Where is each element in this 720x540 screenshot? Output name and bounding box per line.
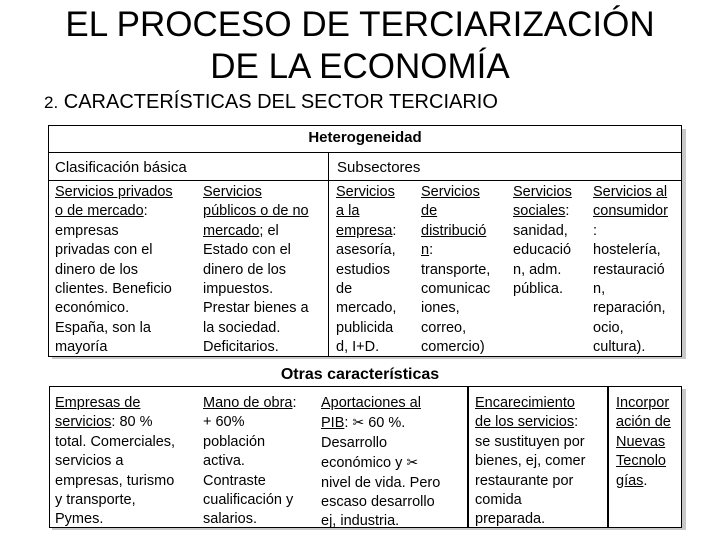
label-u: Servicios privados bbox=[55, 184, 173, 200]
cell-servicios-publicos: Servicios públicos o de no mercado; el Estado con el dinero de los impuestos. Prestar bienes a la sociedad. Deficitarios. bbox=[203, 184, 309, 356]
cell-servicios-empresa: Servicios a la empresa: asesoría, estudios de mercado, publicida d, I+D. bbox=[336, 184, 397, 356]
label-u: Servicios bbox=[513, 184, 572, 200]
divider bbox=[49, 152, 681, 153]
cell-servicios-sociales: Servicios sociales: sanidad, educació n, adm. pública. bbox=[513, 184, 572, 298]
label-u: Incorpor bbox=[616, 395, 670, 411]
heterogeneidad-header: Heterogeneidad bbox=[308, 129, 422, 146]
label-u: o de mercado bbox=[55, 203, 144, 220]
page-title bbox=[0, 4, 720, 88]
title-line-1: EL PROCESO DE TERCIARIZACIÓN bbox=[65, 5, 655, 44]
label-u: Servicios al bbox=[593, 184, 668, 200]
cell-aportaciones-pib: Aportaciones al PIB: ✂ 60 %. Desarrollo económico y ✂ nivel de vida. Pero escaso desarrollo ej, industria. bbox=[321, 395, 441, 530]
label-u: consumidor bbox=[593, 203, 668, 220]
label-u: sociales bbox=[513, 203, 566, 220]
label-u: Encarecimiento bbox=[475, 395, 575, 411]
label-u: públicos o de no bbox=[203, 203, 309, 220]
label-u: n bbox=[421, 242, 430, 259]
label-u: Nuevas bbox=[616, 433, 666, 450]
column-divider bbox=[328, 152, 329, 357]
label-u: de bbox=[421, 203, 438, 220]
label-u: PIB bbox=[321, 415, 345, 432]
label-u: ación de bbox=[616, 414, 671, 431]
label-u: a la bbox=[336, 203, 360, 220]
otras-caracteristicas-header: Otras características bbox=[280, 366, 440, 383]
label-u: Tecnolo bbox=[616, 453, 666, 470]
label-u: de los servicios bbox=[475, 414, 575, 431]
label-u: Mano de obra bbox=[203, 395, 293, 411]
cell-mano-de-obra: Mano de obra: + 60% población activa. Contraste cualificación y salarios. bbox=[203, 395, 297, 528]
cell-servicios-consumidor: Servicios al consumidor : hostelería, restauració n, reparación, ocio, cultura). bbox=[593, 184, 668, 356]
cell-nuevas-tecnologias: Incorpor ación de Nuevas Tecnolo gías. bbox=[616, 395, 671, 489]
label-u: mercado bbox=[203, 222, 260, 239]
label-u: empresa bbox=[336, 222, 393, 239]
label-u: Aportaciones al bbox=[321, 395, 421, 411]
subtitle-text: CARACTERÍSTICAS DEL SECTOR TERCIARIO bbox=[63, 91, 498, 113]
col-subsectores: Subsectores bbox=[337, 159, 421, 176]
subtitle-number: 2. bbox=[44, 93, 59, 112]
label-u: servicios bbox=[55, 414, 112, 431]
scissors-icon: ✂ bbox=[406, 454, 419, 471]
divider bbox=[49, 180, 681, 181]
title-line-2: DE LA ECONOMÍA bbox=[210, 47, 510, 86]
scissors-icon: ✂ bbox=[352, 414, 365, 431]
label-u: Servicios bbox=[203, 184, 262, 200]
label-u: gías bbox=[616, 472, 644, 489]
label-u: distribució bbox=[421, 222, 487, 239]
cell-servicios-distribucion: Servicios de distribució n: transporte, comunicac iones, correo, comercio) bbox=[421, 184, 491, 356]
col-clasificacion-basica: Clasificación básica bbox=[55, 159, 187, 176]
section-subtitle bbox=[44, 89, 498, 116]
cell-empresas-servicios: Empresas de servicios: 80 % total. Comerciales, servicios a empresas, turismo y transporte, Pymes. bbox=[55, 395, 176, 528]
label-u: Servicios bbox=[421, 184, 480, 200]
cell-servicios-privados: Servicios privados o de mercado: empresas privadas con el dinero de los clientes. Beneficio económico. España, son la mayoría bbox=[55, 184, 173, 356]
label-u: Empresas de bbox=[55, 395, 141, 411]
cell-encarecimiento: Encarecimiento de los servicios: se sustituyen por bienes, ej, comer restaurante por comida preparada. bbox=[475, 395, 586, 528]
label-u: Servicios bbox=[336, 184, 395, 200]
